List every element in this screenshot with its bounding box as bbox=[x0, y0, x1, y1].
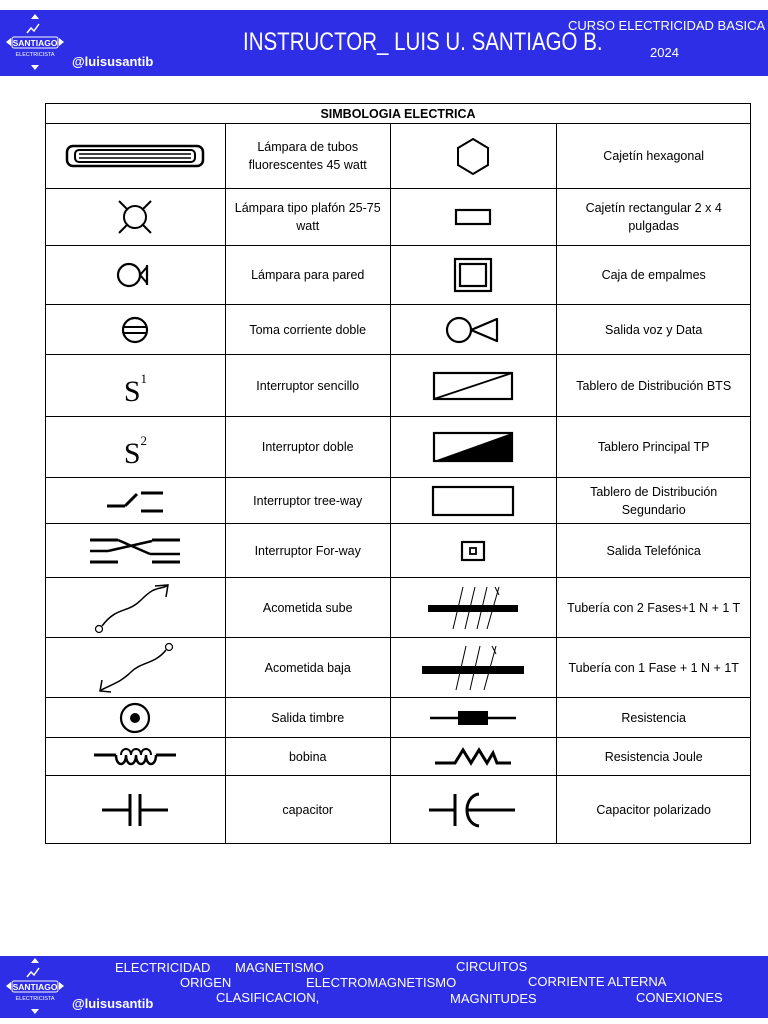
symbol-table bbox=[45, 103, 751, 844]
topic-magnitudes: MAGNITUDES bbox=[450, 991, 537, 1006]
svg-text:SANTIAGO: SANTIAGO bbox=[12, 982, 58, 992]
hexagon-box-icon bbox=[453, 136, 493, 176]
capacitor-icon bbox=[100, 790, 170, 830]
table-row bbox=[46, 478, 751, 524]
table-cell-label: Tubería con 1 Fase + 1 N + 1T bbox=[557, 638, 751, 698]
table-cell-label: Capacitor polarizado bbox=[557, 776, 751, 844]
table-row bbox=[46, 189, 751, 246]
footer-handle: @luisusantib bbox=[72, 996, 154, 1011]
header-banner bbox=[0, 10, 768, 76]
table-row bbox=[46, 776, 751, 844]
conduit-1-phase-icon bbox=[418, 642, 528, 694]
santiago-logo-icon bbox=[5, 13, 65, 71]
topic-electromagnetismo: ELECTROMAGNETISMO bbox=[306, 975, 457, 990]
course-name: CURSO ELECTRICIDAD BASICA bbox=[568, 18, 766, 33]
conduit-2-phase-icon bbox=[423, 583, 523, 633]
table-cell-label: Lámpara de tubos fluorescentes 45 watt bbox=[225, 124, 390, 189]
table-cell-label: Acometida sube bbox=[225, 578, 390, 638]
single-switch-icon: $S^1$ bbox=[123, 371, 148, 408]
santiago-logo-icon bbox=[5, 957, 65, 1015]
table-cell-label: Interruptor doble bbox=[225, 417, 390, 478]
distribution-board-bts-icon bbox=[431, 370, 515, 402]
svg-text:ELECTRICISTA: ELECTRICISTA bbox=[15, 996, 55, 1002]
svg-text:ELECTRICISTA: ELECTRICISTA bbox=[15, 52, 55, 58]
table-row bbox=[46, 638, 751, 698]
table-cell-symbol bbox=[390, 124, 557, 189]
footer-banner bbox=[0, 956, 768, 1018]
table-row bbox=[46, 305, 751, 355]
table-row bbox=[46, 355, 751, 417]
doorbell-outlet-icon bbox=[118, 701, 152, 735]
polarized-capacitor-icon bbox=[427, 790, 519, 830]
table-cell-label: Interruptor For-way bbox=[225, 524, 390, 578]
table-cell-label: Tablero de Distribución Segundario bbox=[557, 478, 751, 524]
table-row bbox=[46, 698, 751, 738]
four-way-switch-icon bbox=[88, 534, 182, 568]
joule-resistor-icon bbox=[433, 745, 513, 769]
table-cell-label: capacitor bbox=[225, 776, 390, 844]
table-cell-label: Resistencia bbox=[557, 698, 751, 738]
table-cell-label: Resistencia Joule bbox=[557, 738, 751, 776]
table-cell-label: Salida voz y Data bbox=[557, 305, 751, 355]
table-cell-label: Cajetín hexagonal bbox=[557, 124, 751, 189]
table-cell-label: Acometida baja bbox=[225, 638, 390, 698]
junction-box-icon bbox=[452, 256, 494, 294]
svg-text:SANTIAGO: SANTIAGO bbox=[12, 38, 58, 48]
instructor-title: INSTRUCTOR_ LUIS U. SANTIAGO B. bbox=[243, 28, 603, 56]
table-cell-label: bobina bbox=[225, 738, 390, 776]
service-up-icon bbox=[93, 580, 177, 636]
table-row bbox=[46, 124, 751, 189]
header-handle: @luisusantib bbox=[72, 54, 154, 69]
topic-electricidad: ELECTRICIDAD bbox=[115, 960, 211, 975]
rectangular-box-icon bbox=[453, 206, 493, 228]
wall-lamp-icon bbox=[113, 258, 157, 292]
table-cell-label: Tablero Principal TP bbox=[557, 417, 751, 478]
table-cell-label: Lámpara para pared bbox=[225, 246, 390, 305]
topic-circuitos: CIRCUITOS bbox=[456, 959, 528, 974]
secondary-board-icon bbox=[430, 484, 516, 518]
ceiling-lamp-icon bbox=[113, 195, 157, 239]
double-switch-icon: $S^2$ bbox=[123, 432, 148, 470]
table-cell-label: Toma corriente doble bbox=[225, 305, 390, 355]
resistor-icon bbox=[428, 707, 518, 729]
topic-magnetismo: MAGNETISMO bbox=[235, 960, 324, 975]
topic-origen: ORIGEN bbox=[180, 975, 232, 990]
table-cell-label: Lámpara tipo plafón 25-75 watt bbox=[225, 189, 390, 246]
main-board-icon bbox=[431, 430, 515, 464]
table-row bbox=[46, 417, 751, 478]
table-cell-label: Salida Telefónica bbox=[557, 524, 751, 578]
table-cell-label: Caja de empalmes bbox=[557, 246, 751, 305]
telephone-outlet-icon bbox=[458, 539, 488, 563]
table-cell-label: Tablero de Distribución BTS bbox=[557, 355, 751, 417]
table-cell-symbol bbox=[46, 124, 226, 189]
coil-icon bbox=[92, 745, 178, 769]
topic-conexiones: CONEXIONES bbox=[636, 990, 723, 1005]
table-row bbox=[46, 246, 751, 305]
table-row bbox=[46, 524, 751, 578]
table-title: SIMBOLOGIA ELECTRICA bbox=[46, 104, 751, 124]
table-cell-label: Interruptor tree-way bbox=[225, 478, 390, 524]
topic-clasificacion: CLASIFICACION, bbox=[216, 990, 320, 1005]
fluorescent-lamp-icon bbox=[65, 141, 205, 171]
double-outlet-icon bbox=[120, 315, 150, 345]
table-cell-label: Tubería con 2 Fases+1 N + 1 T bbox=[557, 578, 751, 638]
three-way-switch-icon bbox=[103, 485, 167, 517]
table-row bbox=[46, 578, 751, 638]
voice-data-outlet-icon bbox=[443, 314, 503, 346]
table-cell-label: Cajetín rectangular 2 x 4 pulgadas bbox=[557, 189, 751, 246]
table-row bbox=[46, 738, 751, 776]
table-cell-label: Salida timbre bbox=[225, 698, 390, 738]
service-down-icon bbox=[93, 640, 177, 696]
topic-corriente-alterna: CORRIENTE ALTERNA bbox=[528, 974, 667, 989]
course-year: 2024 bbox=[650, 45, 679, 60]
table-cell-label: Interruptor sencillo bbox=[225, 355, 390, 417]
